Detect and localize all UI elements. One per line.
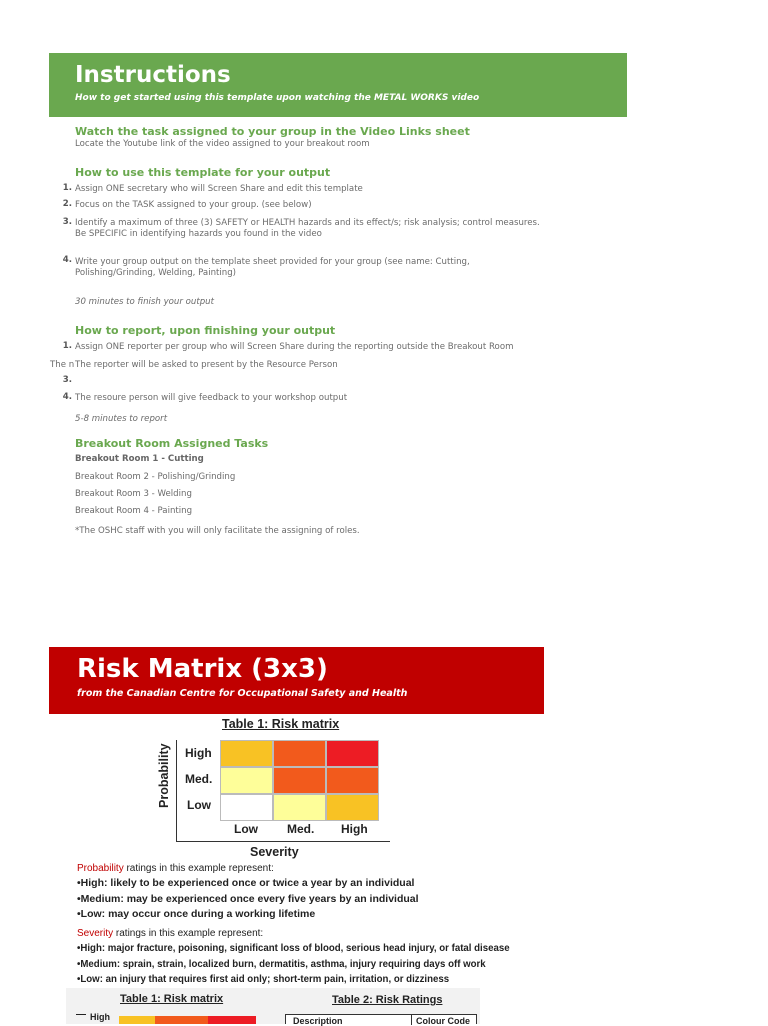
risk-matrix-banner: [49, 647, 544, 714]
matrix-cell-r2-c1: [220, 767, 273, 794]
col-label-med: Med.: [287, 822, 315, 836]
room-3: Breakout Room 3 - Welding: [75, 489, 192, 499]
report-step-2-prefix: The n: [50, 360, 75, 370]
risk-matrix-grid: [220, 740, 380, 822]
severity-bullet-medium: •Medium: sprain, strain, localized burn, dermatitis, asthma, injury requiring days off work: [77, 958, 486, 970]
matrix-cell-r2-c2: [273, 767, 326, 794]
matrix-x-axis-line: [176, 841, 390, 842]
row-label-high: High: [185, 746, 212, 760]
severity-axis-label: Severity: [250, 845, 299, 859]
use-step-4-number: 4.: [62, 255, 72, 265]
use-step-3-text-line2: Be SPECIFIC in identifying hazards you found in the video: [75, 229, 322, 239]
table1-caption: Table 1: Risk matrix: [222, 717, 340, 731]
room-4: Breakout Room 4 - Painting: [75, 506, 193, 516]
bottom-cell-3: [208, 1016, 256, 1024]
bottom-col-colour: Colour Code: [416, 1016, 470, 1026]
bottom-tables-strip: [66, 988, 480, 1024]
bottom-row-label: High: [90, 1012, 110, 1022]
probability-note: [77, 863, 274, 874]
instructions-banner: [49, 53, 627, 117]
probability-axis-label: Probability: [157, 743, 171, 808]
row-label-low: Low: [187, 798, 211, 812]
severity-bullet-high: •High: major fracture, poisoning, significant loss of blood, serious head injury, or fatal disease: [77, 942, 510, 954]
probability-bullet-medium: •Medium: may be experienced once every five years by an individual: [77, 893, 419, 905]
room-1: Breakout Room 1 - Cutting: [75, 454, 204, 464]
probability-note-word: Probability: [77, 863, 124, 874]
report-heading: How to report, upon finishing your output: [75, 324, 336, 337]
matrix-cell-r3-c1: [220, 794, 273, 821]
use-step-1-text: Assign ONE secretary who will Screen Share and edit this template: [75, 184, 363, 194]
time-note: 30 minutes to finish your output: [75, 297, 214, 307]
report-step-4-text: The resoure person will give feedback to your workshop output: [75, 393, 348, 403]
matrix-y-axis-line: [176, 740, 177, 842]
report-step-1-number: 1.: [62, 341, 72, 351]
use-heading: How to use this template for your output: [75, 166, 331, 179]
probability-note-rest: ratings in this example represent:: [123, 863, 274, 874]
report-step-1-text: Assign ONE reporter per group who will Screen Share during the reporting outside the Breakout Room: [75, 342, 514, 352]
report-step-4-number: 4.: [62, 392, 72, 402]
risk-matrix-title: Risk Matrix (3x3): [77, 654, 328, 684]
watch-text: Locate the Youtube link of the video assigned to your breakout room: [75, 139, 370, 149]
report-step-2-text: The reporter will be asked to present by the Resource Person: [75, 360, 338, 370]
matrix-cell-r1-c3: [326, 740, 379, 767]
watch-heading: Watch the task assigned to your group in the Video Links sheet: [75, 125, 470, 138]
report-step-3-number: 3.: [62, 375, 72, 385]
severity-note-word: Severity: [77, 928, 114, 939]
severity-note-rest: ratings in this example represent:: [113, 928, 264, 939]
bottom-arrow-mark: [76, 1014, 86, 1015]
severity-note: [77, 928, 263, 939]
bottom-col-description: Description: [293, 1016, 343, 1026]
bottom-table1-caption: Table 1: Risk matrix: [120, 993, 224, 1005]
matrix-cell-r2-c3: [326, 767, 379, 794]
severity-bullet-low: •Low: an injury that requires first aid only; short-term pain, irritation, or dizziness: [77, 973, 450, 985]
probability-bullet-high: •High: likely to be experienced once or twice a year by an individual: [77, 877, 415, 889]
bottom-table2-caption: Table 2: Risk Ratings: [332, 994, 443, 1006]
matrix-cell-r1-c2: [273, 740, 326, 767]
use-step-3-number: 3.: [62, 217, 72, 227]
col-label-low: Low: [234, 822, 258, 836]
bottom-cell-1: [119, 1016, 155, 1024]
footnote: *The OSHC staff with you will only facilitate the assigning of roles.: [75, 526, 360, 536]
use-step-4-text: Write your group output on the template sheet provided for your group (see name: Cutting,: [75, 257, 470, 267]
matrix-cell-r3-c2: [273, 794, 326, 821]
report-time: 5-8 minutes to report: [75, 414, 168, 424]
matrix-cell-r1-c1: [220, 740, 273, 767]
probability-bullet-low: •Low: may occur once during a working lifetime: [77, 908, 316, 920]
instructions-title: Instructions: [75, 62, 231, 88]
rooms-heading: Breakout Room Assigned Tasks: [75, 437, 269, 450]
bottom-cell-2: [155, 1016, 208, 1024]
use-step-2-number: 2.: [62, 199, 72, 209]
instructions-subtitle: How to get started using this template upon watching the METAL WORKS video: [75, 93, 480, 103]
matrix-cell-r3-c3: [326, 794, 379, 821]
risk-matrix-subtitle: from the Canadian Centre for Occupational Safety and Health: [77, 688, 408, 699]
use-step-3-text: Identify a maximum of three (3) SAFETY or HEALTH hazards and its effect/s; risk analysis; control measures.: [75, 218, 540, 228]
col-label-high: High: [341, 822, 368, 836]
room-2: Breakout Room 2 - Polishing/Grinding: [75, 472, 236, 482]
use-step-1-number: 1.: [62, 183, 72, 193]
use-step-2-text: Focus on the TASK assigned to your group. (see below): [75, 200, 312, 210]
row-label-med: Med.: [185, 772, 213, 786]
use-step-4-text-line2: Polishing/Grinding, Welding, Painting): [75, 268, 237, 278]
bottom-table2-header: [285, 1014, 477, 1024]
